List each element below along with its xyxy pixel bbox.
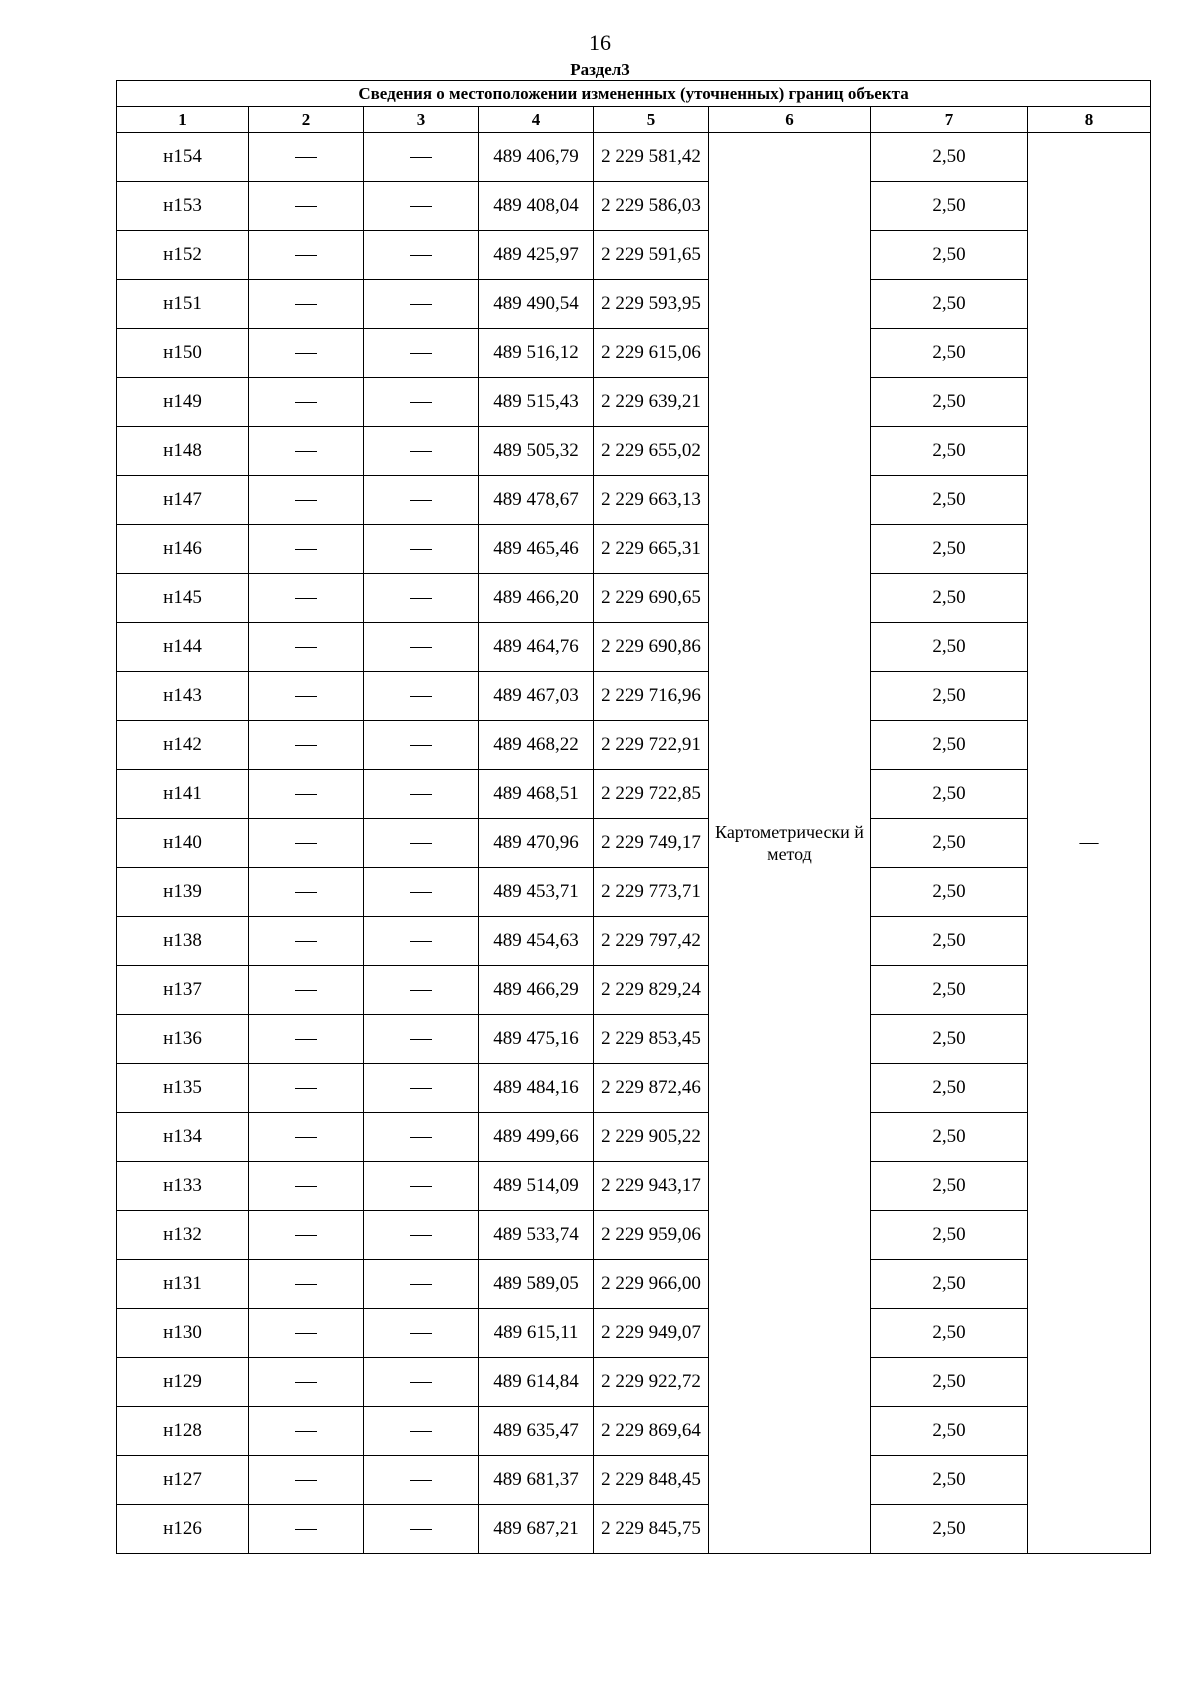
empty-dash-cell bbox=[249, 182, 364, 231]
table-row bbox=[117, 672, 1151, 721]
point-name-cell: н128 bbox=[117, 1407, 249, 1456]
coordinate-x-cell: 489 408,04 bbox=[479, 182, 594, 231]
point-name-cell: н153 bbox=[117, 182, 249, 231]
dash-mark bbox=[410, 1333, 432, 1334]
dash-mark bbox=[295, 402, 317, 403]
dash-mark bbox=[295, 696, 317, 697]
coordinate-y-cell: 2 229 905,22 bbox=[594, 1113, 709, 1162]
dash-mark bbox=[410, 1039, 432, 1040]
empty-dash-cell bbox=[249, 329, 364, 378]
empty-dash-cell bbox=[364, 1015, 479, 1064]
point-name-cell: н131 bbox=[117, 1260, 249, 1309]
column-number: 4 bbox=[479, 107, 594, 133]
empty-dash-cell bbox=[364, 1407, 479, 1456]
table-row bbox=[117, 133, 1151, 182]
accuracy-cell: 2,50 bbox=[871, 1358, 1028, 1407]
accuracy-cell: 2,50 bbox=[871, 1309, 1028, 1358]
coordinate-y-cell: 2 229 829,24 bbox=[594, 966, 709, 1015]
dash-mark bbox=[295, 255, 317, 256]
coordinate-x-cell: 489 533,74 bbox=[479, 1211, 594, 1260]
accuracy-cell: 2,50 bbox=[871, 182, 1028, 231]
empty-dash-cell bbox=[364, 917, 479, 966]
dash-mark bbox=[410, 402, 432, 403]
accuracy-cell: 2,50 bbox=[871, 133, 1028, 182]
empty-dash-cell bbox=[249, 1015, 364, 1064]
table-row bbox=[117, 1162, 1151, 1211]
coordinate-y-cell: 2 229 591,65 bbox=[594, 231, 709, 280]
accuracy-cell: 2,50 bbox=[871, 1211, 1028, 1260]
dash-mark bbox=[410, 794, 432, 795]
point-name-cell: н149 bbox=[117, 378, 249, 427]
dash-mark bbox=[295, 451, 317, 452]
table-row bbox=[117, 378, 1151, 427]
point-name-cell: н137 bbox=[117, 966, 249, 1015]
accuracy-cell: 2,50 bbox=[871, 1505, 1028, 1554]
empty-dash-cell bbox=[364, 1162, 479, 1211]
dash-mark bbox=[410, 1186, 432, 1187]
determination-method-cell: Картометрически й метод bbox=[709, 133, 871, 1554]
column-number: 3 bbox=[364, 107, 479, 133]
dash-mark bbox=[410, 1088, 432, 1089]
point-name-cell: н138 bbox=[117, 917, 249, 966]
coordinate-y-cell: 2 229 716,96 bbox=[594, 672, 709, 721]
coordinate-x-cell: 489 499,66 bbox=[479, 1113, 594, 1162]
dash-mark bbox=[295, 304, 317, 305]
coordinate-x-cell: 489 687,21 bbox=[479, 1505, 594, 1554]
table-row bbox=[117, 1260, 1151, 1309]
accuracy-cell: 2,50 bbox=[871, 1064, 1028, 1113]
dash-mark bbox=[410, 206, 432, 207]
table-row bbox=[117, 623, 1151, 672]
coordinate-y-cell: 2 229 586,03 bbox=[594, 182, 709, 231]
accuracy-cell: 2,50 bbox=[871, 1015, 1028, 1064]
coordinate-y-cell: 2 229 722,91 bbox=[594, 721, 709, 770]
table-row bbox=[117, 574, 1151, 623]
empty-dash-cell bbox=[249, 623, 364, 672]
accuracy-cell: 2,50 bbox=[871, 672, 1028, 721]
point-name-cell: н126 bbox=[117, 1505, 249, 1554]
column-number: 5 bbox=[594, 107, 709, 133]
dash-mark bbox=[295, 745, 317, 746]
coordinate-y-cell: 2 229 797,42 bbox=[594, 917, 709, 966]
coordinate-y-cell: 2 229 690,65 bbox=[594, 574, 709, 623]
empty-dash-cell bbox=[364, 280, 479, 329]
table-row bbox=[117, 525, 1151, 574]
dash-mark bbox=[295, 598, 317, 599]
dash-mark bbox=[295, 206, 317, 207]
coordinate-y-cell: 2 229 722,85 bbox=[594, 770, 709, 819]
table-row bbox=[117, 819, 1151, 868]
coordinate-x-cell: 489 464,76 bbox=[479, 623, 594, 672]
coordinate-x-cell: 489 514,09 bbox=[479, 1162, 594, 1211]
dash-mark bbox=[410, 500, 432, 501]
coordinate-y-cell: 2 229 663,13 bbox=[594, 476, 709, 525]
dash-mark bbox=[295, 990, 317, 991]
dash-mark bbox=[295, 1186, 317, 1187]
empty-dash-cell bbox=[249, 378, 364, 427]
empty-dash-cell bbox=[364, 1358, 479, 1407]
point-name-cell: н136 bbox=[117, 1015, 249, 1064]
empty-dash-cell bbox=[364, 133, 479, 182]
coordinate-x-cell: 489 490,54 bbox=[479, 280, 594, 329]
accuracy-cell: 2,50 bbox=[871, 1260, 1028, 1309]
coordinate-y-cell: 2 229 949,07 bbox=[594, 1309, 709, 1358]
dash-mark bbox=[295, 1480, 317, 1481]
point-name-cell: н143 bbox=[117, 672, 249, 721]
point-name-cell: н154 bbox=[117, 133, 249, 182]
empty-dash-cell bbox=[364, 231, 479, 280]
point-name-cell: н132 bbox=[117, 1211, 249, 1260]
empty-dash-cell bbox=[364, 721, 479, 770]
point-name-cell: н127 bbox=[117, 1456, 249, 1505]
coordinate-y-cell: 2 229 655,02 bbox=[594, 427, 709, 476]
dash-mark bbox=[295, 500, 317, 501]
coordinate-y-cell: 2 229 959,06 bbox=[594, 1211, 709, 1260]
accuracy-cell: 2,50 bbox=[871, 868, 1028, 917]
dash-mark bbox=[410, 1137, 432, 1138]
dash-mark bbox=[295, 1284, 317, 1285]
accuracy-cell: 2,50 bbox=[871, 280, 1028, 329]
coordinate-y-cell: 2 229 966,00 bbox=[594, 1260, 709, 1309]
accuracy-cell: 2,50 bbox=[871, 770, 1028, 819]
accuracy-cell: 2,50 bbox=[871, 1456, 1028, 1505]
table-row bbox=[117, 1064, 1151, 1113]
point-name-cell: н147 bbox=[117, 476, 249, 525]
accuracy-cell: 2,50 bbox=[871, 1407, 1028, 1456]
coordinate-x-cell: 489 467,03 bbox=[479, 672, 594, 721]
empty-dash-cell bbox=[249, 770, 364, 819]
point-name-cell: н129 bbox=[117, 1358, 249, 1407]
dash-mark bbox=[410, 745, 432, 746]
column-number: 6 bbox=[709, 107, 871, 133]
table-row bbox=[117, 1407, 1151, 1456]
empty-dash-cell bbox=[364, 672, 479, 721]
empty-dash-cell bbox=[364, 1309, 479, 1358]
point-name-cell: н139 bbox=[117, 868, 249, 917]
coordinate-x-cell: 489 425,97 bbox=[479, 231, 594, 280]
dash-mark bbox=[410, 696, 432, 697]
coordinate-x-cell: 489 516,12 bbox=[479, 329, 594, 378]
accuracy-cell: 2,50 bbox=[871, 231, 1028, 280]
accuracy-cell: 2,50 bbox=[871, 427, 1028, 476]
dash-mark bbox=[295, 892, 317, 893]
accuracy-cell: 2,50 bbox=[871, 917, 1028, 966]
coordinate-x-cell: 489 484,16 bbox=[479, 1064, 594, 1113]
coordinate-x-cell: 489 470,96 bbox=[479, 819, 594, 868]
dash-mark bbox=[295, 157, 317, 158]
page-number: 16 bbox=[589, 30, 611, 55]
column-8-cell: — bbox=[1028, 133, 1151, 1554]
table-row bbox=[117, 966, 1151, 1015]
empty-dash-cell bbox=[249, 672, 364, 721]
dash-mark bbox=[295, 1333, 317, 1334]
empty-dash-cell bbox=[249, 868, 364, 917]
table-row bbox=[117, 329, 1151, 378]
empty-dash-cell bbox=[249, 1260, 364, 1309]
point-name-cell: н148 bbox=[117, 427, 249, 476]
dash-mark bbox=[410, 598, 432, 599]
coordinate-x-cell: 489 453,71 bbox=[479, 868, 594, 917]
coordinate-y-cell: 2 229 943,17 bbox=[594, 1162, 709, 1211]
coordinate-y-cell: 2 229 593,95 bbox=[594, 280, 709, 329]
dash-mark bbox=[410, 1431, 432, 1432]
coordinate-x-cell: 489 466,29 bbox=[479, 966, 594, 1015]
column-number: 2 bbox=[249, 107, 364, 133]
dash-mark bbox=[410, 451, 432, 452]
point-name-cell: н152 bbox=[117, 231, 249, 280]
dash-mark bbox=[295, 1529, 317, 1530]
column-number: 8 bbox=[1028, 107, 1151, 133]
section-title: Раздел3 bbox=[570, 60, 630, 79]
accuracy-cell: 2,50 bbox=[871, 721, 1028, 770]
empty-dash-cell bbox=[249, 1162, 364, 1211]
coordinate-x-cell: 489 589,05 bbox=[479, 1260, 594, 1309]
table-row bbox=[117, 1505, 1151, 1554]
empty-dash-cell bbox=[249, 1358, 364, 1407]
column-number: 1 bbox=[117, 107, 249, 133]
table-row bbox=[117, 182, 1151, 231]
table-row bbox=[117, 231, 1151, 280]
dash-mark bbox=[295, 549, 317, 550]
coordinate-y-cell: 2 229 690,86 bbox=[594, 623, 709, 672]
coordinate-y-cell: 2 229 749,17 bbox=[594, 819, 709, 868]
table-row bbox=[117, 1113, 1151, 1162]
empty-dash-cell bbox=[364, 427, 479, 476]
coordinate-y-cell: 2 229 773,71 bbox=[594, 868, 709, 917]
empty-dash-cell bbox=[364, 1456, 479, 1505]
empty-dash-cell bbox=[249, 721, 364, 770]
dash-mark bbox=[410, 255, 432, 256]
empty-dash-cell bbox=[249, 1456, 364, 1505]
accuracy-cell: 2,50 bbox=[871, 525, 1028, 574]
accuracy-cell: 2,50 bbox=[871, 329, 1028, 378]
empty-dash-cell bbox=[364, 1064, 479, 1113]
empty-dash-cell bbox=[364, 329, 479, 378]
column-number: 7 bbox=[871, 107, 1028, 133]
table-row bbox=[117, 1015, 1151, 1064]
point-name-cell: н142 bbox=[117, 721, 249, 770]
empty-dash-cell bbox=[249, 574, 364, 623]
empty-dash-cell bbox=[249, 133, 364, 182]
empty-dash-cell bbox=[364, 182, 479, 231]
dash-mark bbox=[295, 1382, 317, 1383]
dash-mark bbox=[295, 1235, 317, 1236]
point-name-cell: н150 bbox=[117, 329, 249, 378]
point-name-cell: н130 bbox=[117, 1309, 249, 1358]
dash-mark bbox=[410, 892, 432, 893]
coordinate-y-cell: 2 229 615,06 bbox=[594, 329, 709, 378]
coordinate-y-cell: 2 229 848,45 bbox=[594, 1456, 709, 1505]
coordinate-x-cell: 489 614,84 bbox=[479, 1358, 594, 1407]
empty-dash-cell bbox=[364, 1113, 479, 1162]
dash-mark bbox=[410, 1480, 432, 1481]
point-name-cell: н134 bbox=[117, 1113, 249, 1162]
dash-mark bbox=[410, 304, 432, 305]
empty-dash-cell bbox=[249, 1211, 364, 1260]
table-body bbox=[117, 133, 1151, 1554]
accuracy-cell: 2,50 bbox=[871, 819, 1028, 868]
empty-dash-cell bbox=[364, 574, 479, 623]
boundary-coordinates-table bbox=[116, 80, 1151, 1554]
accuracy-cell: 2,50 bbox=[871, 966, 1028, 1015]
accuracy-cell: 2,50 bbox=[871, 476, 1028, 525]
dash-mark bbox=[410, 157, 432, 158]
coordinate-x-cell: 489 615,11 bbox=[479, 1309, 594, 1358]
table-row bbox=[117, 280, 1151, 329]
table-row bbox=[117, 1456, 1151, 1505]
empty-dash-cell bbox=[249, 231, 364, 280]
empty-dash-cell bbox=[364, 868, 479, 917]
empty-dash-cell bbox=[249, 1309, 364, 1358]
empty-dash-cell bbox=[364, 1505, 479, 1554]
coordinate-x-cell: 489 466,20 bbox=[479, 574, 594, 623]
dash-mark bbox=[410, 941, 432, 942]
table-row bbox=[117, 770, 1151, 819]
dash-mark bbox=[410, 990, 432, 991]
coordinate-y-cell: 2 229 639,21 bbox=[594, 378, 709, 427]
dash-mark bbox=[295, 647, 317, 648]
empty-dash-cell bbox=[249, 1064, 364, 1113]
empty-dash-cell bbox=[364, 476, 479, 525]
dash-mark bbox=[295, 941, 317, 942]
coordinate-y-cell: 2 229 853,45 bbox=[594, 1015, 709, 1064]
empty-dash-cell bbox=[364, 770, 479, 819]
coordinate-y-cell: 2 229 922,72 bbox=[594, 1358, 709, 1407]
empty-dash-cell bbox=[249, 525, 364, 574]
table-row bbox=[117, 1358, 1151, 1407]
empty-dash-cell bbox=[364, 525, 479, 574]
accuracy-cell: 2,50 bbox=[871, 574, 1028, 623]
coordinate-x-cell: 489 681,37 bbox=[479, 1456, 594, 1505]
dash-mark bbox=[295, 1137, 317, 1138]
dash-mark bbox=[295, 1431, 317, 1432]
point-name-cell: н144 bbox=[117, 623, 249, 672]
dash-mark bbox=[410, 353, 432, 354]
coordinate-y-cell: 2 229 581,42 bbox=[594, 133, 709, 182]
dash-mark bbox=[410, 1382, 432, 1383]
point-name-cell: н151 bbox=[117, 280, 249, 329]
empty-dash-cell bbox=[364, 378, 479, 427]
coordinate-x-cell: 489 635,47 bbox=[479, 1407, 594, 1456]
coordinate-x-cell: 489 406,79 bbox=[479, 133, 594, 182]
dash-mark bbox=[410, 647, 432, 648]
point-name-cell: н140 bbox=[117, 819, 249, 868]
dash-mark bbox=[410, 843, 432, 844]
coordinate-x-cell: 489 468,51 bbox=[479, 770, 594, 819]
dash-mark bbox=[410, 549, 432, 550]
coordinate-y-cell: 2 229 845,75 bbox=[594, 1505, 709, 1554]
table-row bbox=[117, 721, 1151, 770]
coordinate-x-cell: 489 475,16 bbox=[479, 1015, 594, 1064]
empty-dash-cell bbox=[249, 1407, 364, 1456]
empty-dash-cell bbox=[364, 819, 479, 868]
empty-dash-cell bbox=[249, 427, 364, 476]
dash-mark bbox=[410, 1284, 432, 1285]
dash-mark bbox=[295, 353, 317, 354]
coordinate-y-cell: 2 229 872,46 bbox=[594, 1064, 709, 1113]
empty-dash-cell bbox=[249, 917, 364, 966]
empty-dash-cell bbox=[364, 1260, 479, 1309]
empty-dash-cell bbox=[249, 1505, 364, 1554]
point-name-cell: н141 bbox=[117, 770, 249, 819]
point-name-cell: н133 bbox=[117, 1162, 249, 1211]
coordinate-x-cell: 489 468,22 bbox=[479, 721, 594, 770]
column-number-row bbox=[117, 107, 1151, 133]
coordinate-y-cell: 2 229 869,64 bbox=[594, 1407, 709, 1456]
dash-mark bbox=[295, 1039, 317, 1040]
dash-mark bbox=[295, 843, 317, 844]
table-row bbox=[117, 868, 1151, 917]
table-title: Сведения о местоположении измененных (уточненных) границ объекта bbox=[117, 81, 1151, 107]
table-row bbox=[117, 427, 1151, 476]
coordinate-x-cell: 489 478,67 bbox=[479, 476, 594, 525]
table-row bbox=[117, 917, 1151, 966]
accuracy-cell: 2,50 bbox=[871, 623, 1028, 672]
accuracy-cell: 2,50 bbox=[871, 1113, 1028, 1162]
coordinate-x-cell: 489 465,46 bbox=[479, 525, 594, 574]
dash-mark bbox=[295, 794, 317, 795]
table-row bbox=[117, 476, 1151, 525]
table-row bbox=[117, 1211, 1151, 1260]
coordinate-x-cell: 489 515,43 bbox=[479, 378, 594, 427]
coordinate-y-cell: 2 229 665,31 bbox=[594, 525, 709, 574]
coordinate-x-cell: 489 505,32 bbox=[479, 427, 594, 476]
accuracy-cell: 2,50 bbox=[871, 1162, 1028, 1211]
empty-dash-cell bbox=[364, 623, 479, 672]
point-name-cell: н135 bbox=[117, 1064, 249, 1113]
coordinate-x-cell: 489 454,63 bbox=[479, 917, 594, 966]
dash-mark bbox=[410, 1235, 432, 1236]
empty-dash-cell bbox=[249, 476, 364, 525]
accuracy-cell: 2,50 bbox=[871, 378, 1028, 427]
empty-dash-cell bbox=[249, 1113, 364, 1162]
table-row bbox=[117, 1309, 1151, 1358]
empty-dash-cell bbox=[249, 966, 364, 1015]
empty-dash-cell bbox=[364, 1211, 479, 1260]
dash-mark bbox=[295, 1088, 317, 1089]
point-name-cell: н145 bbox=[117, 574, 249, 623]
empty-dash-cell bbox=[364, 966, 479, 1015]
empty-dash-cell bbox=[249, 280, 364, 329]
dash-mark bbox=[410, 1529, 432, 1530]
point-name-cell: н146 bbox=[117, 525, 249, 574]
empty-dash-cell bbox=[249, 819, 364, 868]
